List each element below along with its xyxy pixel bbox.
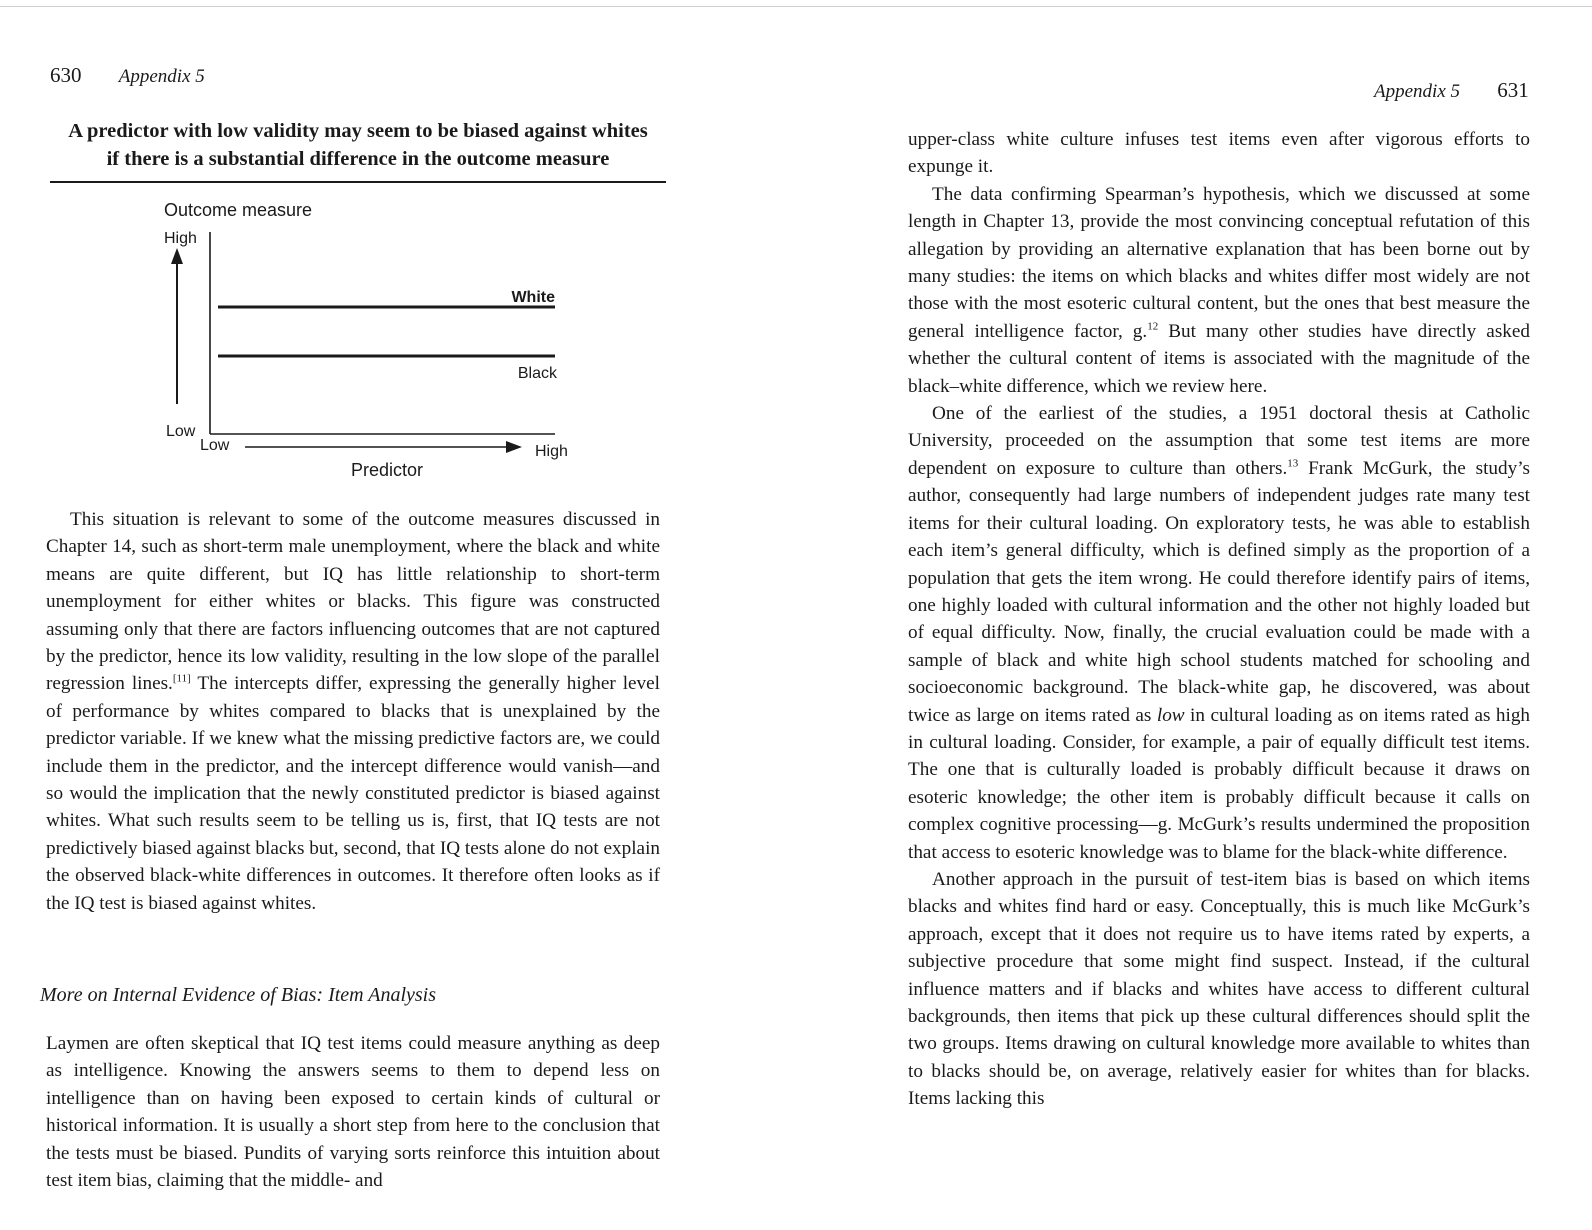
footnote-ref-11[interactable]: [11] xyxy=(172,673,191,686)
figure-rule xyxy=(50,181,666,183)
section-subhead: More on Internal Evidence of Bias: Item Analysis xyxy=(40,984,437,1006)
right-running-head-title: Appendix 5 xyxy=(1374,81,1461,102)
right-paragraph-3 xyxy=(908,400,1530,866)
y-high-label: High xyxy=(164,230,197,247)
right-p3-text-a: One of the earliest of the studies, a 1951 doctoral thesis at Catholic University, proceeded on the assumption that some test items are more dependent on exposure to culture than others. xyxy=(908,403,1530,479)
black-line-label: Black xyxy=(517,365,557,382)
x-high-label: High xyxy=(535,443,568,460)
right-p1-text: upper-class white culture infuses test items even after vigorous efforts to expunge it. xyxy=(908,129,1530,178)
left-running-head xyxy=(50,63,205,88)
left-p1-text-b: The intercepts differ, expressing the generally higher level of performance by whites compared to blacks that is unexplained by the predictor variable. If we knew what the missing predictive factors are, we could include them in the predictor, and the intercept difference would vanish—and so would the implication that the newly constituted predictor is biased against whites. What such results seem to be telling us is, first, that IQ tests are not predictively biased against blacks but, second, that IQ tests alone do not explain the observed black-white differences in outcomes. It therefore often looks as if the IQ test is biased against whites. xyxy=(46,673,660,914)
y-low-label: Low xyxy=(166,423,196,440)
right-p3-text-b: Frank McGurk, the study’s author, consequently had large numbers of independent judges rate many test items for their cultural loading. On exploratory tests, he was able to establish each item’s general difficulty, which is defined simply as the proportion of a population that gets the item wrong. He could therefore identify pairs of items, one highly loaded with cultural information and the other not highly loaded but of equal difficulty. Now, finally, the crucial evaluation could be made with a sample of black and white high school students matched for schooling and socioeconomic background. The black-white gap, he discovered, was about twice as large on items rated as xyxy=(908,457,1530,726)
right-page-number: 631 xyxy=(1497,78,1529,102)
y-arrowhead xyxy=(171,248,183,264)
left-paragraph-1 xyxy=(46,506,660,917)
x-axis-title: Predictor xyxy=(350,460,424,480)
right-body xyxy=(908,126,1530,1113)
right-p2-text-a: The data confirming Spearman’s hypothesis, which we discussed at some length in Chapter 13, provide the most convincing conceptual refutation of this allegation by providing an alternative explanation that has been borne out by many studies: the items on which blacks and whites differ most widely are not those with the most esoteric cultural content, but the ones that best measure the general intelligence factor, g. xyxy=(908,183,1530,342)
regression-diagram xyxy=(150,192,590,492)
left-p2-text: Laymen are often skeptical that IQ test items could measure anything as deep as intelligence. Knowing the answers seems to them to depend less on intelligence than on having been exposed to certain kinds of cultural or historical information. It is usually a short step from here to the conclusion that the tests must be biased. Pundits of varying sorts reinforce this intuition about test item bias, claiming that the middle- and xyxy=(46,1033,660,1192)
left-p1-text-a: This situation is relevant to some of the outcome measures discussed in Chapter 14, such as short-term male unemployment, where the black and white means are quite different, but IQ has little relationship to short-term unemployment for either whites or blacks. This figure was constructed assuming only that there are factors influencing outcomes that are not captured by the predictor, hence its low validity, resulting in the low slope of the parallel regression lines. xyxy=(46,509,660,695)
figure-title-line-1: A predictor with low validity may seem to be biased against whites xyxy=(68,120,648,142)
right-p3-emphasis: low xyxy=(1156,704,1185,726)
left-page-number: 630 xyxy=(50,63,82,87)
x-low-label: Low xyxy=(200,437,230,454)
white-line-label: White xyxy=(511,289,555,306)
left-paragraph-2 xyxy=(46,1030,660,1194)
right-p4-text: Another approach in the pursuit of test-item bias is based on which items blacks and whites find hard or easy. Conceptually, this is much like McGurk’s approach, except that it does not require us to have items rated by experts, a subjective procedure that some might find suspect. Instead, if the cultural influence matters and if blacks and whites have access to different cultural backgrounds, then items that pick up these cultural differences should split the two groups. Items drawing on cultural knowledge more available to whites than to blacks should be, on average, relatively easier for whites than for blacks. Items lacking this xyxy=(908,868,1530,1110)
right-p3-text-c: in cultural loading as on items rated as high in cultural loading. Consider, for example, a pair of equally difficult test items. The one that is culturally loaded is probably difficult because it draws on esoteric knowledge; the other item is probably difficult because it calls on complex cognitive processing—g. McGurk’s results undermined the proposition that access to esoteric knowledge was to blame for the black-white difference. xyxy=(908,704,1531,863)
left-running-head-title: Appendix 5 xyxy=(118,66,205,87)
footnote-ref-12[interactable]: 12 xyxy=(1147,320,1159,333)
figure-title-line-2: if there is a substantial difference in the outcome measure xyxy=(106,148,610,170)
top-rule xyxy=(0,6,1592,7)
right-p2-text-b: But many other studies have directly asked whether the cultural content of items is associated with the magnitude of the black–white difference, which we review here. xyxy=(908,320,1530,397)
x-arrowhead xyxy=(506,441,522,453)
figure-title xyxy=(50,117,666,173)
y-axis-title: Outcome measure xyxy=(164,200,313,220)
right-running-head xyxy=(1374,78,1529,103)
right-paragraph-2 xyxy=(908,181,1530,400)
footnote-ref-13[interactable]: 13 xyxy=(1287,457,1299,470)
